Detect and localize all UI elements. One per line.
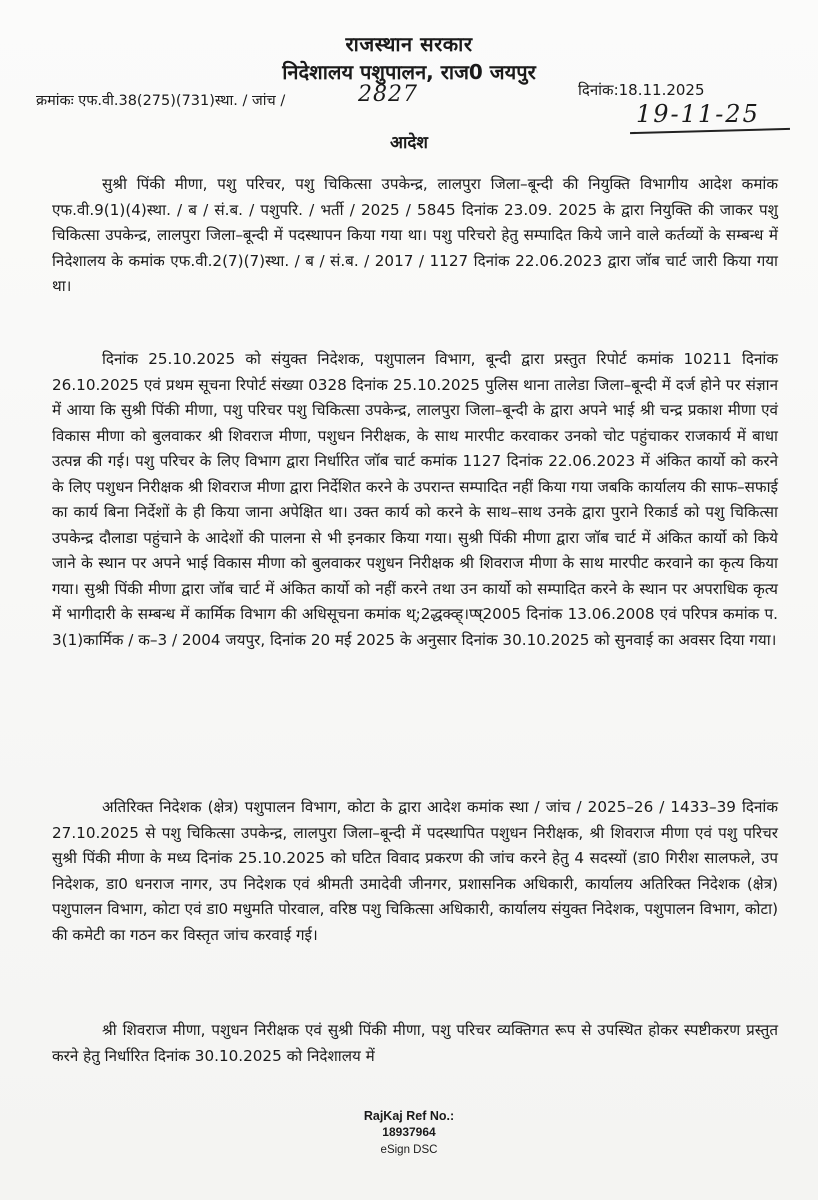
esign-label: eSign DSC (380, 1144, 438, 1156)
department-heading: निदेशालय पशुपालन, राज0 जयपुर (282, 60, 536, 84)
reference-number-prefix: क्रमांकः एफ.वी.38(275)(731)स्था. / जांच / (36, 93, 286, 109)
handwritten-dispatch-date: 19-11-25 (636, 100, 760, 128)
order-title: आदेश (390, 133, 428, 153)
rajkaj-ref-number: 18937964 (382, 1125, 436, 1139)
paragraph-inquiry-committee: अतिरिक्त निदेशक (क्षेत्र) पशुपालन विभाग, कोटा के द्वारा आदेश कमांक स्था / जांच / 2025–26 / 1433–39 दिनांक 27.10.2025 से पशु चिकित्सा उपकेन्द्र, लालपुरा जिला–बून्दी में पदस्थापित पशुधन निरीक्षक, श्री शिवराज मीणा एवं पशु परिचर सुश्री पिंकी मीणा के मध्य दिनांक 25.10.2025 को घटित विवाद प्रकरण की जांच करने हेतु 4 सदस्यों (डा0 गिरीश सालफले, उप निदेशक, डा0 धनराज नागर, उप निदेशक एवं श्रीमती उमादेवी जीनगर, प्रशासनिक अधिकारी, कार्यालय अतिरिक्त निदेशक (क्षेत्र) पशुपालन विभाग, कोटा एवं डा0 मधुमति पोरवाल, वरिष्ठ पशु चिकित्सा अधिकारी, कार्यालय संयुक्त निदेशक, पशुपालन विभाग, कोटा) की कमेटी का गठन कर विस्तृत जांच करवाई गई। (52, 798, 778, 944)
paragraph-appointment: सुश्री पिंकी मीणा, पशु परिचर, पशु चिकित्सा उपकेन्द्र, लालपुरा जिला–बून्दी की नियुक्ति विभागीय आदेश कमांक एफ.वी.9(1)(4)स्था. / ब / सं.ब. / पशुपरि. / भर्ती / 2025 / 5845 दिनांक 23.09. 2025 के द्वारा नियुक्ति की जाकर पशु चिकित्सा उपकेन्द्र, लालपुरा जिला–बून्दी में पदस्थापन किया गया था। पशु परिचरो हेतु सम्पादित किये जाने वाले कर्तव्यों के सम्बन्ध में निदेशालय के कमांक एफ.वी.2(7)(7)स्था. / ब / सं.ब. / 2017 / 1127 दिनांक 22.06.2023 द्वारा जॉब चार्ट जारी किया गया था। (52, 175, 778, 295)
government-heading: राजस्थान सरकार (345, 32, 473, 56)
handwritten-dispatch-number: 2827 (358, 82, 418, 107)
paragraph-hearing: श्री शिवराज मीणा, पशुधन निरीक्षक एवं सुश्री पिंकी मीणा, पशु परिचर व्यक्तिगत रूप से उपस्थित होकर स्पष्टीकरण प्रस्तुत करने हेतु निर्धारित दिनांक 30.10.2025 को निदेशालय में (52, 1021, 778, 1065)
reference-row (36, 81, 796, 128)
esign-footer (0, 1108, 818, 1158)
rajkaj-ref-label: RajKaj Ref No.: (363, 1109, 455, 1123)
paragraph-incident: दिनांक 25.10.2025 को संयुक्त निदेशक, पशुपालन विभाग, बून्दी द्वारा प्रस्तुत रिपोर्ट कमांक 10211 दिनांक 26.10.2025 एवं प्रथम सूचना रिपोर्ट संख्या 0328 दिनांक 25.10.2025 पुलिस थाना तालेडा जिला–बून्दी में दर्ज होने पर संज्ञान में आया कि सुश्री पिंकी मीणा, पशु परिचर पशु चिकित्सा उपकेन्द्र, लालपुरा जिला–बून्दी के द्वारा अपने भाई श्री चन्द्र प्रकाश मीणा एवं विकास मीणा को बुलवाकर श्री शिवराज मीणा, पशुधन निरीक्षक, के साथ मारपीट करवाकर उनको चोट पहुंचाकर राजकार्य में बाधा उत्पन्न की गई। पशु परिचर के लिए विभाग द्वारा निर्धारित जॉब चार्ट कमांक 1127 दिनांक 22.06.2023 में अंकित कार्यो को करने के लिए पशुधन निरीक्षक श्री शिवराज मीणा द्वारा निर्देशित करने के उपरान्त सम्पादित नहीं किया गया जबकि कार्यालय की साफ–सफाई का कार्य बिना निर्देशों के ही किया जाना अपेक्षित था। उक्त कार्य को करने के साथ–साथ उनके द्वारा पुराने रिकार्ड को पशु चिकित्सा उपकेन्द्र दौलाडा पहुंचाने के आदेशों की पालना से भी इनकार किया गया। सुश्री पिंकी मीणा द्वारा जॉब चार्ट में अंकित कार्यो को किये जाने के स्थान पर अपने भाई विकास मीणा को बुलवाकर पशुधन निरीक्षक श्री शिवराज मीणा के साथ मारपीट करवाने का कृत्य किया गया। सुश्री पिंकी मीणा द्वारा जॉब चार्ट में अंकित कार्यो को नहीं करने तथा उन कार्यो को सम्पादित करने के स्थान पर अपराधिक कृत्य में भागीदारी के सम्बन्ध में कार्मिक विभाग की अधिसूचना कमांक थ्;2द्धक्व्ह्।प्ष्2005 दिनांक 13.06.2008 एवं परिपत्र कमांक प. 3(1)कार्मिक / क–3 / 2004 जयपुर, दिनांक 20 मई 2025 के अनुसार दिनांक 30.10.2025 को सुनवाई का अवसर दिया गया। (52, 350, 778, 649)
order-date: दिनांक:18.11.2025 (578, 81, 705, 99)
